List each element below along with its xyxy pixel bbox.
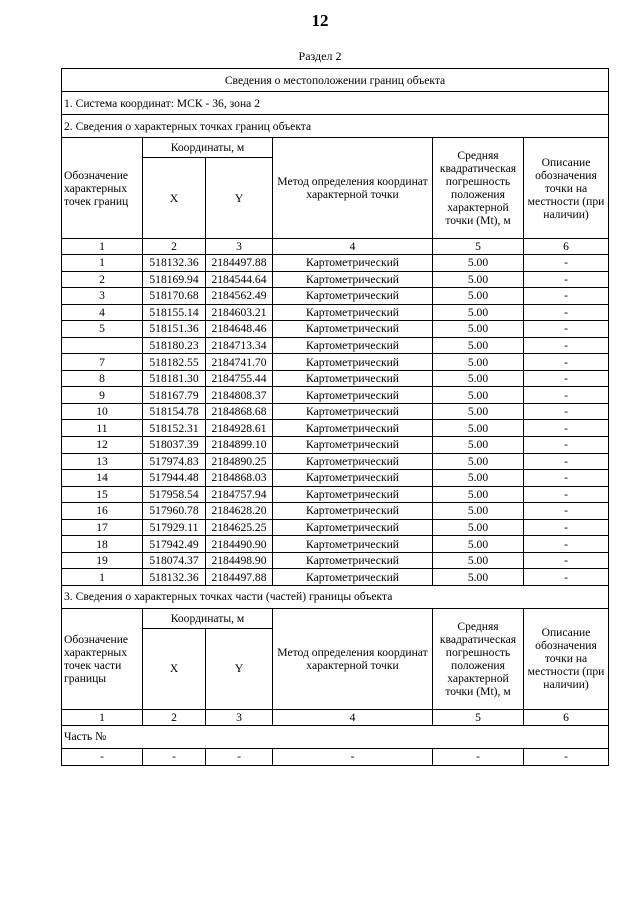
error-cell: 5.00: [433, 403, 524, 420]
point-id-cell: 18: [62, 536, 143, 553]
desc-cell: -: [524, 536, 609, 553]
table-row: [62, 387, 609, 404]
col-number: 5: [433, 709, 524, 725]
point-id-cell: 14: [62, 470, 143, 487]
point-id-cell: 12: [62, 437, 143, 454]
y-coord-cell: 2184562.49: [206, 288, 273, 305]
y-coord-cell: 2184648.46: [206, 321, 273, 338]
error-cell: 5.00: [433, 437, 524, 454]
table-row: [62, 403, 609, 420]
error-cell: 5.00: [433, 420, 524, 437]
point-id-cell: 13: [62, 453, 143, 470]
x-coord-cell: 518074.37: [143, 552, 206, 569]
error-cell: 5.00: [433, 255, 524, 272]
method-cell: Картометрический: [273, 486, 433, 503]
y-coord-cell: 2184603.21: [206, 304, 273, 321]
error-cell: 5.00: [433, 552, 524, 569]
point-id-cell: 9: [62, 387, 143, 404]
x-coord-cell: 518169.94: [143, 271, 206, 288]
point-id-cell: 1: [62, 569, 143, 586]
desc-cell: -: [524, 486, 609, 503]
empty-cell: -: [433, 748, 524, 765]
error-cell: 5.00: [433, 486, 524, 503]
col-number: 1: [62, 709, 143, 725]
y-coord-cell: 2184755.44: [206, 370, 273, 387]
point-id-cell: 3: [62, 288, 143, 305]
x-coord-cell: 518152.31: [143, 420, 206, 437]
header-y: Y: [206, 628, 273, 709]
col-number: 5: [433, 239, 524, 255]
table-row: [62, 321, 609, 338]
table-row: [62, 370, 609, 387]
method-cell: Картометрический: [273, 453, 433, 470]
y-coord-cell: 2184497.88: [206, 255, 273, 272]
method-cell: Картометрический: [273, 503, 433, 520]
y-coord-cell: 2184757.94: [206, 486, 273, 503]
desc-cell: -: [524, 552, 609, 569]
col-number: 3: [206, 239, 273, 255]
col-number: 3: [206, 709, 273, 725]
x-coord-cell: 518132.36: [143, 255, 206, 272]
error-cell: 5.00: [433, 321, 524, 338]
y-coord-cell: 2184713.34: [206, 337, 273, 354]
part-label: Часть №: [62, 725, 609, 748]
error-cell: 5.00: [433, 519, 524, 536]
desc-cell: -: [524, 321, 609, 338]
header-x: X: [143, 158, 206, 239]
point-id-cell: 8: [62, 370, 143, 387]
header-error: Средняя квадратическая погрешность положения характерной точки (Mt), м: [433, 138, 524, 239]
point-id-cell: 2: [62, 271, 143, 288]
desc-cell: -: [524, 569, 609, 586]
x-coord-cell: 518180.23: [143, 337, 206, 354]
y-coord-cell: 2184498.90: [206, 552, 273, 569]
point-id-cell: 5: [62, 321, 143, 338]
table-row: [62, 255, 609, 272]
boundary-table: [61, 68, 609, 766]
desc-cell: -: [524, 437, 609, 454]
table-row: [62, 420, 609, 437]
x-coord-cell: 518155.14: [143, 304, 206, 321]
y-coord-cell: 2184808.37: [206, 387, 273, 404]
table-row: [62, 304, 609, 321]
error-cell: 5.00: [433, 536, 524, 553]
method-cell: Картометрический: [273, 470, 433, 487]
method-cell: Картометрический: [273, 288, 433, 305]
coord-system: 1. Система координат: МСК - 36, зона 2: [62, 92, 609, 115]
method-cell: Картометрический: [273, 437, 433, 454]
header-desc: Описание обозначения точки на местности (при наличии): [524, 608, 609, 709]
x-coord-cell: 517929.11: [143, 519, 206, 536]
point-id-cell: 17: [62, 519, 143, 536]
desc-cell: -: [524, 255, 609, 272]
error-cell: 5.00: [433, 370, 524, 387]
y-coord-cell: 2184890.25: [206, 453, 273, 470]
error-cell: 5.00: [433, 288, 524, 305]
empty-cell: -: [273, 748, 433, 765]
error-cell: 5.00: [433, 387, 524, 404]
y-coord-cell: 2184628.20: [206, 503, 273, 520]
y-coord-cell: 2184868.03: [206, 470, 273, 487]
empty-cell: -: [524, 748, 609, 765]
col-number: 2: [143, 239, 206, 255]
table-row: [62, 552, 609, 569]
error-cell: 5.00: [433, 337, 524, 354]
table-row: [62, 271, 609, 288]
header-y: Y: [206, 158, 273, 239]
method-cell: Картометрический: [273, 337, 433, 354]
desc-cell: -: [524, 370, 609, 387]
point-id-cell: 19: [62, 552, 143, 569]
point-id-cell: 11: [62, 420, 143, 437]
desc-cell: -: [524, 503, 609, 520]
desc-cell: -: [524, 288, 609, 305]
x-coord-cell: 517960.78: [143, 503, 206, 520]
y-coord-cell: 2184868.68: [206, 403, 273, 420]
point-id-cell: 4: [62, 304, 143, 321]
y-coord-cell: 2184497.88: [206, 569, 273, 586]
header-error: Средняя квадратическая погрешность положения характерной точки (Mt), м: [433, 608, 524, 709]
point-id-cell: 15: [62, 486, 143, 503]
x-coord-cell: 518151.36: [143, 321, 206, 338]
method-cell: Картометрический: [273, 519, 433, 536]
method-cell: Картометрический: [273, 354, 433, 371]
col-number: 4: [273, 709, 433, 725]
col-number: 6: [524, 239, 609, 255]
table-row: [62, 337, 609, 354]
section-label: Раздел 2: [298, 49, 342, 63]
table-title: Сведения о местоположении границ объекта: [62, 69, 609, 92]
x-coord-cell: 518182.55: [143, 354, 206, 371]
x-coord-cell: 517958.54: [143, 486, 206, 503]
table-row: [62, 470, 609, 487]
method-cell: Картометрический: [273, 420, 433, 437]
header-method: Метод определения координат характерной точки: [273, 608, 433, 709]
method-cell: Картометрический: [273, 536, 433, 553]
x-coord-cell: 517974.83: [143, 453, 206, 470]
x-coord-cell: 517944.48: [143, 470, 206, 487]
point-id-cell: 7: [62, 354, 143, 371]
table-row: [62, 486, 609, 503]
x-coord-cell: 518132.36: [143, 569, 206, 586]
desc-cell: -: [524, 304, 609, 321]
y-coord-cell: 2184928.61: [206, 420, 273, 437]
x-coord-cell: 517942.49: [143, 536, 206, 553]
method-cell: Картометрический: [273, 370, 433, 387]
table-row: [62, 288, 609, 305]
desc-cell: -: [524, 403, 609, 420]
x-coord-cell: 518170.68: [143, 288, 206, 305]
desc-cell: -: [524, 453, 609, 470]
error-cell: 5.00: [433, 354, 524, 371]
empty-cell: -: [206, 748, 273, 765]
y-coord-cell: 2184741.70: [206, 354, 273, 371]
header-method: Метод определения координат характерной точки: [273, 138, 433, 239]
point-id-cell: 10: [62, 403, 143, 420]
method-cell: Картометрический: [273, 552, 433, 569]
error-cell: 5.00: [433, 569, 524, 586]
desc-cell: -: [524, 354, 609, 371]
section3-title: 3. Сведения о характерных точках части (частей) границы объекта: [62, 585, 609, 608]
desc-cell: -: [524, 519, 609, 536]
method-cell: Картометрический: [273, 255, 433, 272]
col-number: 1: [62, 239, 143, 255]
table-row: [62, 519, 609, 536]
table-row: [62, 354, 609, 371]
table-row: [62, 453, 609, 470]
method-cell: Картометрический: [273, 271, 433, 288]
y-coord-cell: 2184625.25: [206, 519, 273, 536]
header-coords: Координаты, м: [143, 608, 273, 628]
method-cell: Картометрический: [273, 387, 433, 404]
section2-title: 2. Сведения о характерных точках границ объекта: [62, 115, 609, 138]
method-cell: Картометрический: [273, 569, 433, 586]
header-point-part: Обозначение характерных точек части границы: [62, 608, 143, 709]
method-cell: Картометрический: [273, 403, 433, 420]
empty-cell: -: [143, 748, 206, 765]
desc-cell: -: [524, 387, 609, 404]
header-point: Обозначение характерных точек границ: [62, 138, 143, 239]
table-row: [62, 437, 609, 454]
y-coord-cell: 2184899.10: [206, 437, 273, 454]
col-number: 6: [524, 709, 609, 725]
point-id-cell: 16: [62, 503, 143, 520]
header-coords: Координаты, м: [143, 138, 273, 158]
x-coord-cell: 518167.79: [143, 387, 206, 404]
header-desc: Описание обозначения точки на местности (при наличии): [524, 138, 609, 239]
desc-cell: -: [524, 337, 609, 354]
error-cell: 5.00: [433, 503, 524, 520]
col-number: 4: [273, 239, 433, 255]
error-cell: 5.00: [433, 453, 524, 470]
point-id-cell: 1: [62, 255, 143, 272]
point-id-cell: [62, 337, 143, 354]
header-x: X: [143, 628, 206, 709]
x-coord-cell: 518154.78: [143, 403, 206, 420]
table-row: [62, 503, 609, 520]
y-coord-cell: 2184490.90: [206, 536, 273, 553]
x-coord-cell: 518037.39: [143, 437, 206, 454]
desc-cell: -: [524, 470, 609, 487]
table-row: [62, 569, 609, 586]
error-cell: 5.00: [433, 304, 524, 321]
desc-cell: -: [524, 271, 609, 288]
desc-cell: -: [524, 420, 609, 437]
y-coord-cell: 2184544.64: [206, 271, 273, 288]
method-cell: Картометрический: [273, 304, 433, 321]
error-cell: 5.00: [433, 470, 524, 487]
method-cell: Картометрический: [273, 321, 433, 338]
empty-cell: -: [62, 748, 143, 765]
col-number: 2: [143, 709, 206, 725]
table-row: [62, 536, 609, 553]
x-coord-cell: 518181.30: [143, 370, 206, 387]
error-cell: 5.00: [433, 271, 524, 288]
page-number: 12: [311, 11, 329, 30]
